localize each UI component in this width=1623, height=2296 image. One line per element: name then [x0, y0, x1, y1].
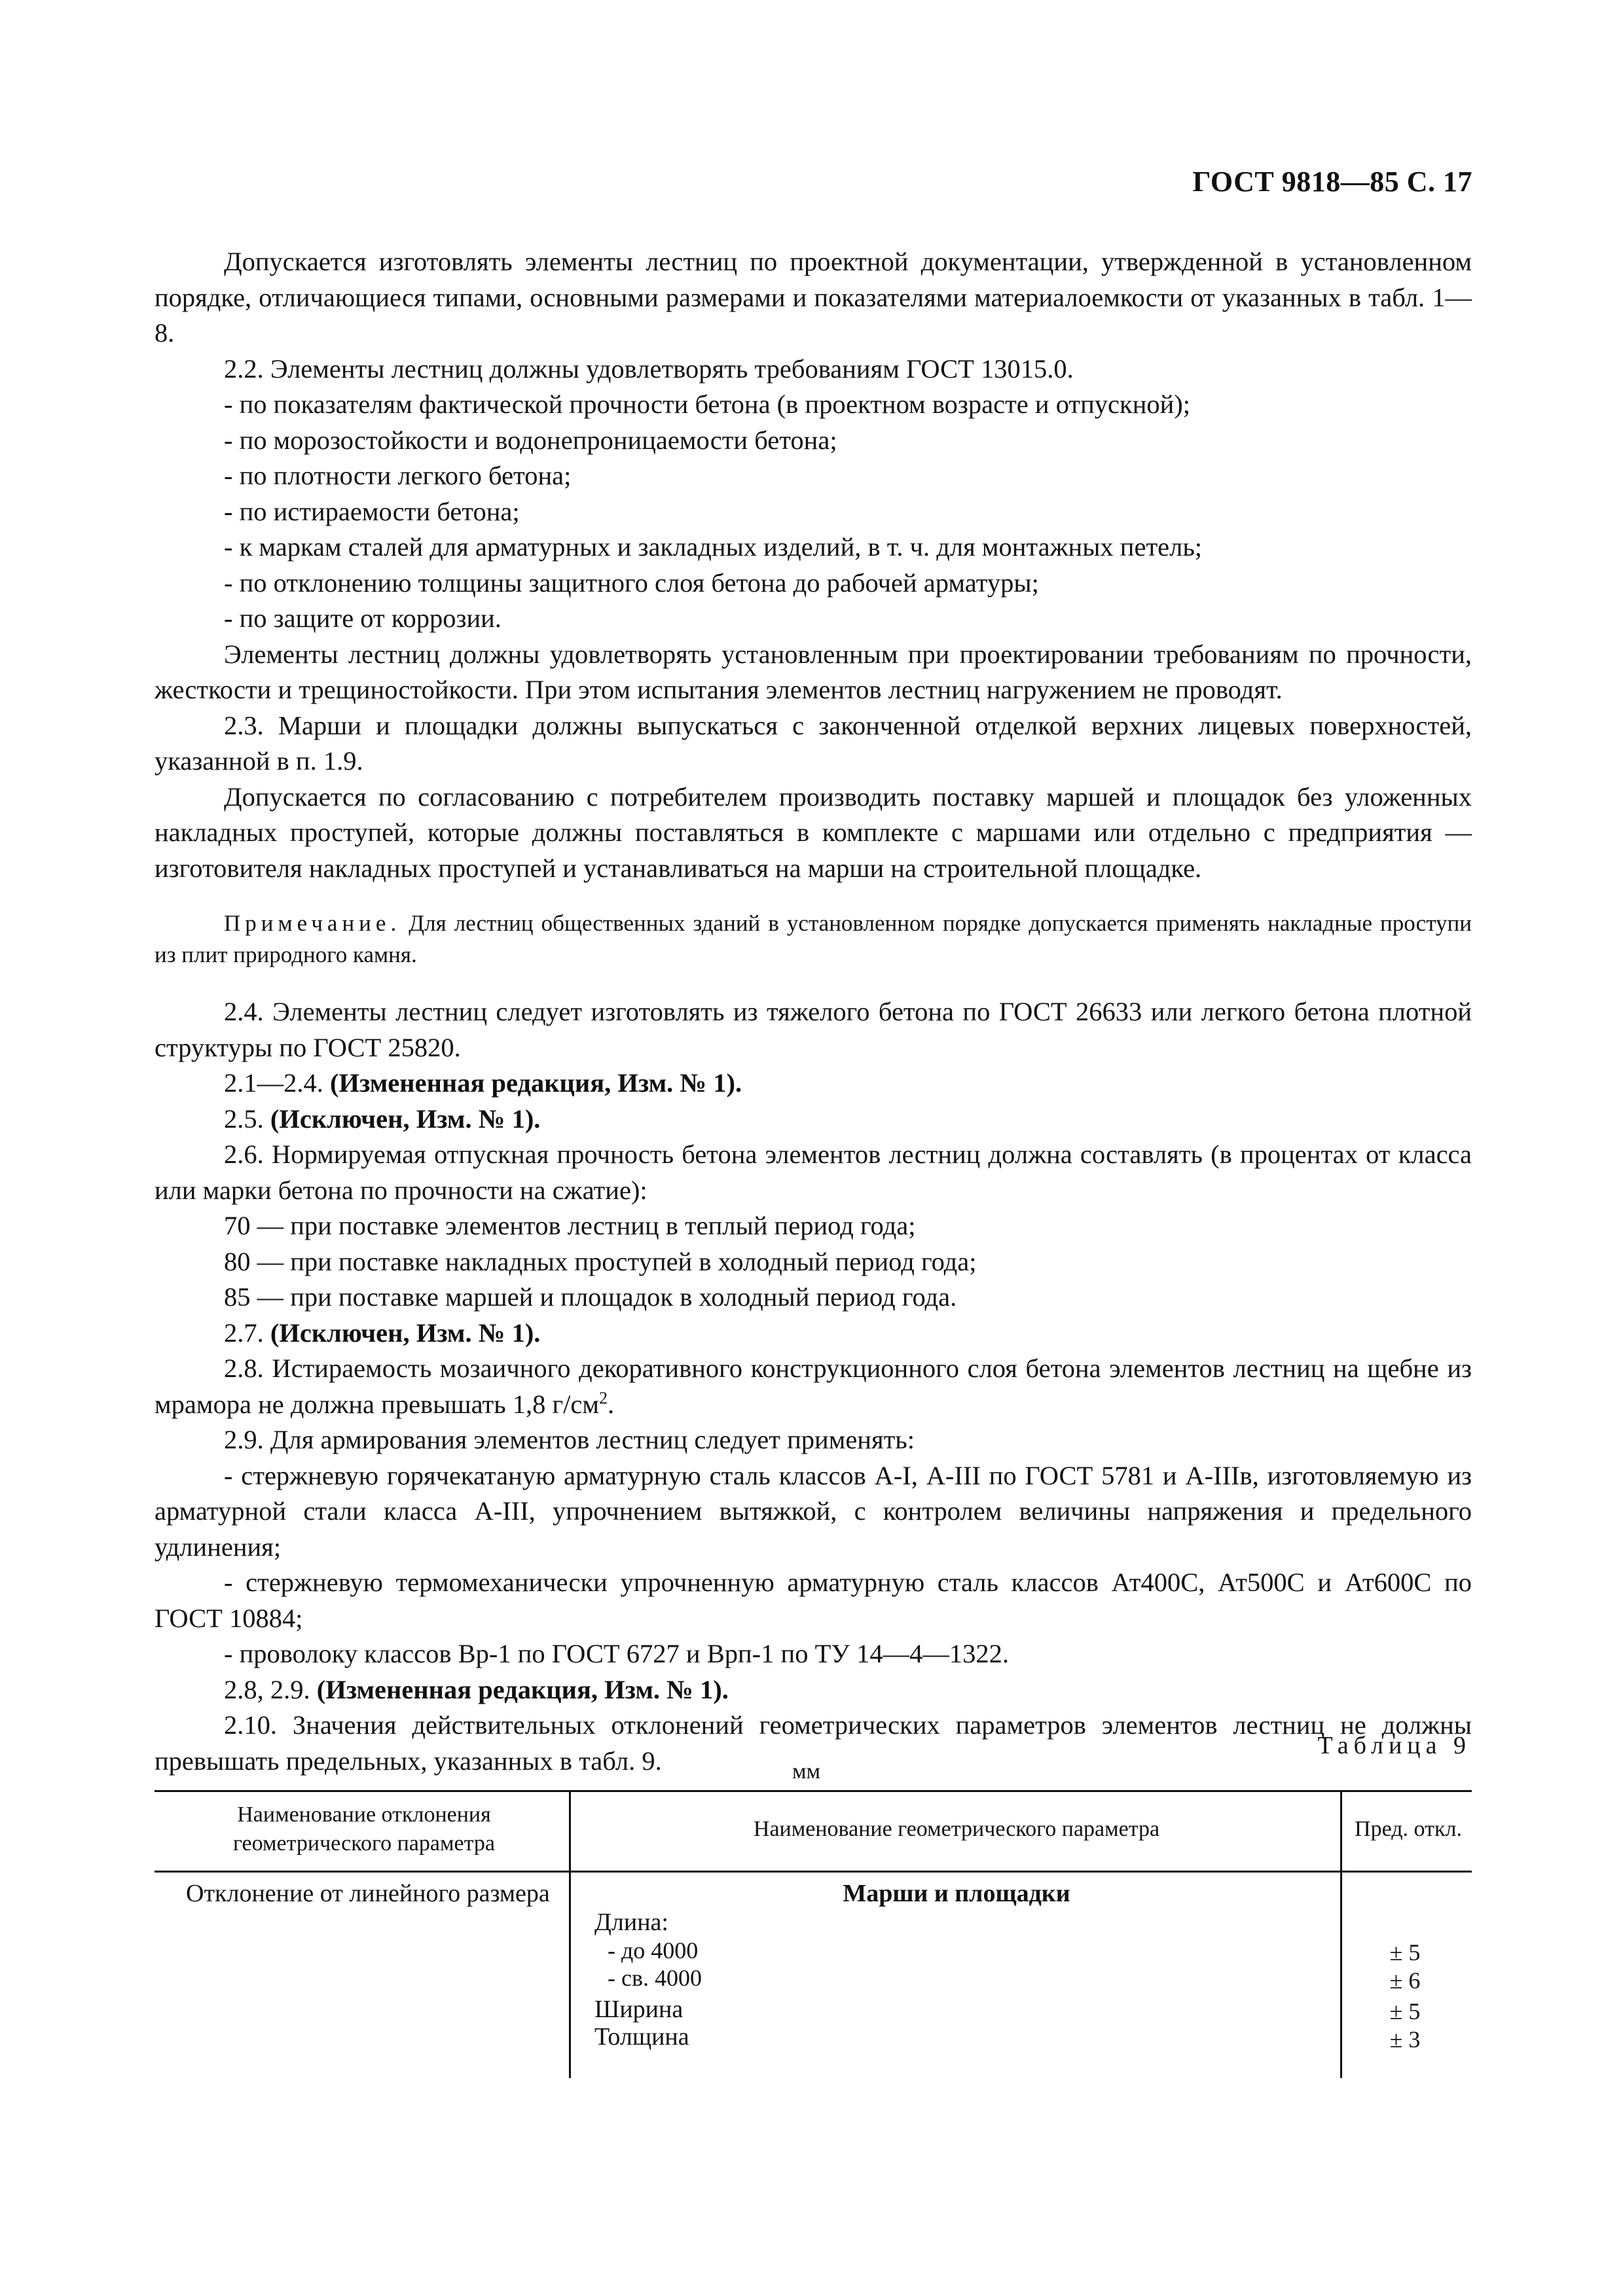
table-section-title: Марши и площадки: [843, 1880, 1070, 1907]
table-cell: ± 5: [1389, 1998, 1421, 2024]
amendment-note: (Исключен, Изм. № 1).: [270, 1318, 541, 1348]
table-cell: ± 6: [1389, 1967, 1421, 1994]
paragraph-text: 2.8. Истираемость мозаичного декоративного конструкционного слоя бетона элементов лестниц на щебне из мрамора не должна превышать 1,8 г/см: [155, 1354, 1472, 1419]
table-header-rule: [155, 1871, 1472, 1873]
paragraph: 2.4. Элементы лестниц следует изготовлять из тяжелого бетона по ГОСТ 26633 или легкого бетона плотной структуры по ГОСТ 25820.: [155, 997, 1472, 1062]
column-divider: [1340, 1790, 1342, 2078]
amendment-note: (Измененная редакция, Изм. № 1).: [316, 1674, 729, 1704]
paragraph: Элементы лестниц должны удовлетворять установленным при проектировании требованиям по прочности, жесткости и трещиностойкости. При этом испытания элементов лестниц нагружением не проводят.: [155, 639, 1472, 704]
list-item: - по истираемости бетона;: [224, 496, 520, 526]
paragraph: - проволоку классов Вр-1 по ГОСТ 6727 и Врп-1 по ТУ 14—4—1322.: [224, 1639, 1009, 1668]
list-item: - по показателям фактической прочности бетона (в проектном возрасте и отпускной);: [224, 389, 1191, 419]
list-item: - по плотности легкого бетона;: [224, 461, 572, 490]
paragraph: 2.2. Элементы лестниц должны удовлетворять требованиям ГОСТ 13015.0.: [224, 353, 1074, 384]
paragraph: 85 — при поставке маршей и площадок в холодный период года.: [224, 1282, 957, 1312]
paragraph: [155, 1351, 1472, 1422]
superscript: 2: [599, 1388, 608, 1407]
table-cell: ± 5: [1389, 1939, 1421, 1965]
column-divider: [569, 1790, 571, 2078]
table-cell: Отклонение от линейного размера: [186, 1880, 550, 1907]
paragraph: - стержневую термомеханически упрочненную арматурную сталь классов Ат400С, Ат500С и Ат600С по ГОСТ 10884;: [155, 1568, 1472, 1633]
note-label: Примечание.: [224, 910, 401, 936]
page-header: ГОСТ 9818—85 С. 17: [1192, 166, 1472, 198]
table-cell: Толщина: [594, 2023, 689, 2051]
column-header: Наименование отклонения геометрического параметра: [233, 1803, 495, 1856]
clause-number: 2.5.: [224, 1103, 270, 1134]
note: [155, 908, 1472, 971]
column-header: Наименование геометрического параметра: [753, 1817, 1160, 1841]
table-cell: - до 4000: [608, 1937, 699, 1964]
paragraph: 2.9. Для армирования элементов лестниц следует применять:: [224, 1425, 915, 1454]
clause-number: 2.1—2.4.: [224, 1068, 330, 1098]
table-cell: - св. 4000: [608, 1965, 702, 1991]
table-caption: Таблица 9: [1317, 1732, 1471, 1759]
list-item: - по отклонению толщины защитного слоя бетона до рабочей арматуры;: [224, 567, 1039, 598]
paragraph: [155, 1102, 1472, 1138]
paragraph: Допускается по согласованию с потребителем производить поставку маршей и площадок без уложенных накладных проступей, которые должны поставляться в комплекте с маршами или отдельно с предприятия — изготовителя накладных проступей и устанавливаться на марши на строительной площадке.: [155, 781, 1472, 883]
paragraph: [155, 1316, 1472, 1352]
table-cell: Ширина: [594, 1996, 684, 2023]
paragraph: 2.6. Нормируемая отпускная прочность бетона элементов лестниц должна составлять (в процентах от класса или марки бетона по прочности на сжатие):: [155, 1139, 1472, 1205]
clause-number: 2.7.: [224, 1318, 270, 1348]
clause-number: 2.8, 2.9.: [224, 1674, 317, 1704]
list-item: - к маркам сталей для арматурных и закладных изделий, в т. ч. для монтажных петель;: [224, 532, 1203, 562]
punctuation: .: [608, 1389, 615, 1419]
amendment-note: (Измененная редакция, Изм. № 1).: [330, 1068, 742, 1098]
paragraph: [155, 1672, 1472, 1708]
table-top-rule: [155, 1790, 1472, 1792]
table-cell: ± 3: [1389, 2026, 1421, 2053]
paragraph: Допускается изготовлять элементы лестниц по проектной документации, утвержденной в установленном порядке, отличающиеся типами, основными размерами и показателями материалоемкости от указанных в табл. 1—8.: [155, 247, 1472, 348]
list-item: - по морозостойкости и водонепроницаемости бетона;: [224, 425, 837, 455]
paragraph: 80 — при поставке накладных проступей в холодный период года;: [224, 1246, 977, 1276]
list-item: - по защите от коррозии.: [224, 603, 501, 633]
body-text: [155, 244, 1472, 1779]
paragraph: 70 — при поставке элементов лестниц в теплый период года;: [224, 1211, 916, 1240]
paragraph: - стержневую горячекатаную арматурную сталь классов А-I, А-III по ГОСТ 5781 и А-IIIв, изготовляемую из арматурной стали класса А-III, упрочнением вытяжкой, с контролем величины напряжения и предельного удлинения;: [155, 1460, 1472, 1562]
column-header: Пред. откл.: [1355, 1817, 1462, 1841]
table-unit: мм: [792, 1759, 821, 1784]
paragraph: [155, 1066, 1472, 1102]
table-cell: Длина:: [594, 1909, 668, 1936]
amendment-note: (Исключен, Изм. № 1).: [270, 1103, 541, 1134]
paragraph: 2.3. Марши и площадки должны выпускаться с законченной отделкой верхних лицевых поверхностей, указанной в п. 1.9.: [155, 710, 1472, 776]
paragraph: 2.10. Значения действительных отклонений геометрических параметров элементов лестниц не должны превышать предельных, указанных в табл. 9.: [155, 1710, 1472, 1776]
note-text: Для лестниц общественных зданий в установленном порядке допускается применять накладные проступи из плит природного камня.: [155, 910, 1472, 967]
